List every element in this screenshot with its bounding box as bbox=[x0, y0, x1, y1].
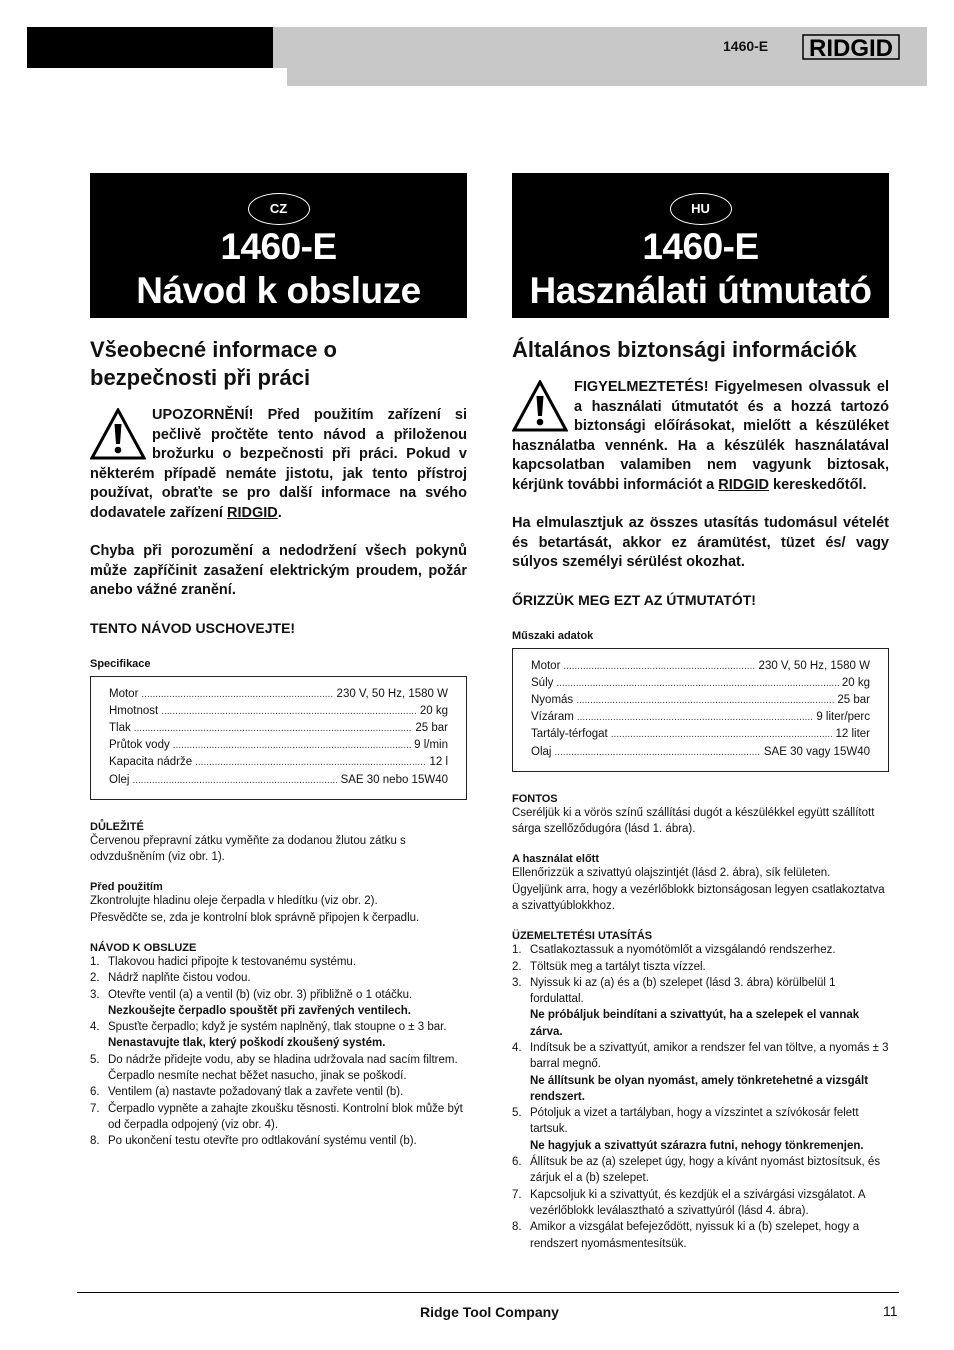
keep-manual-cz: TENTO NÁVOD USCHOVEJTE! bbox=[90, 619, 296, 636]
spec-row: Súly ..... 20 kg bbox=[531, 675, 870, 692]
spec-row: Motor ..... 230 V, 50 Hz, 1580 W bbox=[109, 686, 448, 703]
spec-row: Hmotnost ..... 20 kg bbox=[109, 703, 448, 720]
important-text-hu: Cseréljük ki a vörös színű szállítási dugót a készülékkel együtt szállított sárga szellőződugóra (lásd 1. ábra). bbox=[512, 806, 875, 836]
before-use-text-cz: Zkontrolujte hladinu oleje čerpadla v hledítku (viz obr. 2). bbox=[90, 895, 378, 908]
list-item: 3. Nyissuk ki az (a) és a (b) szelepet (lásd 3. ábra) körülbelül 1 fordulattal. Ne próbáljuk beindítani a szivattyút, ha a szelepek el vannak zárva. bbox=[512, 976, 860, 1038]
section-title-hu: Általános biztonsági információk bbox=[512, 337, 857, 362]
list-item: 4. Indítsuk be a szivattyút, amikor a rendszer fel van töltve, a nyomás ± 3 barral megnő. Ne állítsunk be olyan nyomást, amely tönkretehetné a vizsgált rendszert. bbox=[512, 1041, 889, 1103]
important-text-cz: Červenou přepravní zátku vyměňte za dodanou žlutou zátku s odvzdušněním (viz obr. 1). bbox=[90, 834, 406, 864]
keep-manual-hu: ŐRIZZÜK MEG EZT AZ ÚTMUTATÓT! bbox=[512, 591, 756, 608]
spec-box-hu bbox=[512, 648, 889, 772]
before-use-heading-cz: Před použitím bbox=[90, 881, 163, 894]
danger-text-hu: Ha elmulasztjuk az összes utasítás tudomásul vételét és betartását, akkor ez áramütést, tüzet és/ vagy súlyos személyi sérülést okozhat. bbox=[512, 515, 889, 570]
list-item: 2. Nádrž naplňte čistou vodou. bbox=[90, 972, 251, 985]
important-heading-hu: FONTOS bbox=[512, 792, 558, 805]
operating-heading-cz: NÁVOD K OBSLUZE bbox=[90, 941, 197, 954]
language-badge-hu: HU bbox=[670, 193, 732, 225]
header-black-bar bbox=[27, 27, 273, 68]
list-item: 6. Ventilem (a) nastavte požadovaný tlak a zavřete ventil (b). bbox=[90, 1086, 404, 1099]
spec-row: Tartály-térfogat ..... 12 liter bbox=[531, 726, 870, 743]
list-item: 4. Spusťte čerpadlo; když je systém naplněný, tlak stoupne o ± 3 bar. Nenastavujte tlak, který poškodí zkoušený systém. bbox=[90, 1021, 447, 1050]
list-item: 1. Csatlakoztassuk a nyomótömlőt a vizsgálandó rendszerhez. bbox=[512, 944, 836, 957]
footer-company: Ridge Tool Company bbox=[420, 1304, 559, 1320]
spec-row: Vízáram ..... 9 liter/perc bbox=[531, 709, 870, 726]
spec-row: Průtok vody ..... 9 l/min bbox=[109, 737, 448, 754]
list-item: 5. Do nádrže přidejte vodu, aby se hladina udržovala nad sacím filtrem. Čerpadlo nesmíte nechat běžet nasucho, jinak se poškodí. bbox=[90, 1053, 458, 1082]
title-banner-hu bbox=[512, 173, 889, 318]
operating-steps-hu bbox=[512, 942, 889, 1252]
footer-divider bbox=[77, 1292, 899, 1293]
list-item: 7. Kapcsoljuk ki a szivattyút, és kezdjük el a szivárgási vizsgálatot. A vezérlőblokk leválasztható a szivattyúról (lásd 4. ábra). bbox=[512, 1188, 865, 1217]
header-gray-strip bbox=[287, 68, 927, 86]
list-item: 6. Állítsuk be az (a) szelepet úgy, hogy a kívánt nyomást biztosítsuk, és zárjuk el a (b) szelepet. bbox=[512, 1156, 881, 1185]
before-use-text-hu: Ügyeljünk arra, hogy a vezérlőblokk biztonságosan legyen csatlakoztatva a szivattyúblokkhoz. bbox=[512, 883, 885, 912]
warning-block-cz: UPOZORNĚNÍ! Před použitím zařízení si pečlivě pročtěte tento návod a přiloženou brožurku o bezpečnosti při práci. Pokud v některém případě nemáte jistotu, jak tento přístroj používat, obraťte se pro další informace na svého dodavatele zařízení RIDGID. bbox=[90, 407, 467, 521]
list-item: 1. Tlakovou hadici připojte k testovanému systému. bbox=[90, 955, 357, 968]
list-item: 3. Otevřte ventil (a) a ventil (b) (viz obr. 3) přibližně o 1 otáčku. Nezkoušejte čerpadlo spouštět při zavřených ventilech. bbox=[90, 988, 413, 1017]
list-item: 5. Pótoljuk a vizet a tartályban, hogy a vízszintet a szívókosár felett tartsuk. Ne hagyjuk a szivattyút szárazra futni, nehogy tönkremenjen. bbox=[512, 1107, 864, 1152]
list-item: 8. Amikor a vizsgálat befejeződött, nyissuk ki a (b) szelepet, hogy a rendszert nyomásmentesítsük. bbox=[512, 1221, 860, 1250]
column-cz bbox=[90, 173, 467, 1149]
spec-row: Olaj ..... SAE 30 vagy 15W40 bbox=[531, 744, 870, 761]
list-item: 7. Čerpadlo vypněte a zahajte zkoušku těsnosti. Kontrolní blok může být od čerpadla odpojený (viz obr. 4). bbox=[90, 1102, 463, 1131]
operating-heading-hu: ÜZEMELTETÉSI UTASÍTÁS bbox=[512, 930, 653, 943]
header-model: 1460-E bbox=[723, 38, 769, 54]
before-use-text-cz: Přesvědčte se, zda je kontrolní blok správně připojen k čerpadlu. bbox=[90, 911, 420, 924]
spec-row: Kapacita nádrže ..... 12 l bbox=[109, 754, 448, 771]
spec-heading-hu: Műszaki adatok bbox=[512, 629, 594, 642]
spec-box-cz bbox=[90, 676, 467, 800]
document-title-hu: 1460-E Használati útmutató bbox=[529, 226, 872, 311]
operating-steps-cz bbox=[90, 954, 467, 1150]
spec-row: Olej ..... SAE 30 nebo 15W40 bbox=[109, 772, 448, 789]
section-title-cz: Všeobecné informace o bezpečnosti při práci bbox=[90, 337, 337, 390]
list-item: 8. Po ukončení testu otevřte pro odtlakování systému ventil (b). bbox=[90, 1135, 417, 1148]
spec-heading-cz: Specifikace bbox=[90, 657, 151, 670]
column-hu bbox=[512, 173, 889, 1252]
warning-block-hu: FIGYELMEZTETÉS! Figyelmesen olvassuk el a használati útmutatót és a hozzá tartozó biztonsági előírásokat, mielőtt a készüléket használatba vennénk. Ha a készülék használatával kapcsolatban valamiben nem vagyunk biztosak, kérjünk további információt a RIDGID kereskedőtől. bbox=[512, 379, 889, 493]
warning-triangle-icon bbox=[512, 380, 568, 432]
spec-row: Nyomás ..... 25 bar bbox=[531, 692, 870, 709]
language-badge-cz: CZ bbox=[248, 193, 310, 225]
title-banner-cz bbox=[90, 173, 467, 318]
before-use-heading-hu: A használat előtt bbox=[512, 853, 599, 866]
before-use-text-hu: Ellenőrizzük a szivattyú olajszintjét (lásd 2. ábra), sík felületen. bbox=[512, 867, 831, 880]
warning-triangle-icon bbox=[90, 408, 146, 460]
svg-text:RIDGID: RIDGID bbox=[809, 35, 893, 61]
list-item: 2. Töltsük meg a tartályt tiszta vízzel. bbox=[512, 960, 706, 973]
ridgid-logo bbox=[802, 33, 900, 61]
spec-row: Motor ..... 230 V, 50 Hz, 1580 W bbox=[531, 658, 870, 675]
spec-row: Tlak ..... 25 bar bbox=[109, 720, 448, 737]
page-number: 11 bbox=[883, 1303, 898, 1319]
important-heading-cz: DŮLEŽITÉ bbox=[90, 820, 144, 833]
document-title-cz: 1460-E Návod k obsluze bbox=[136, 226, 421, 311]
danger-text-cz: Chyba při porozumění a nedodržení všech pokynů může zapříčinit zasažení elektrickým proudem, požár anebo vážné zranění. bbox=[90, 543, 467, 598]
